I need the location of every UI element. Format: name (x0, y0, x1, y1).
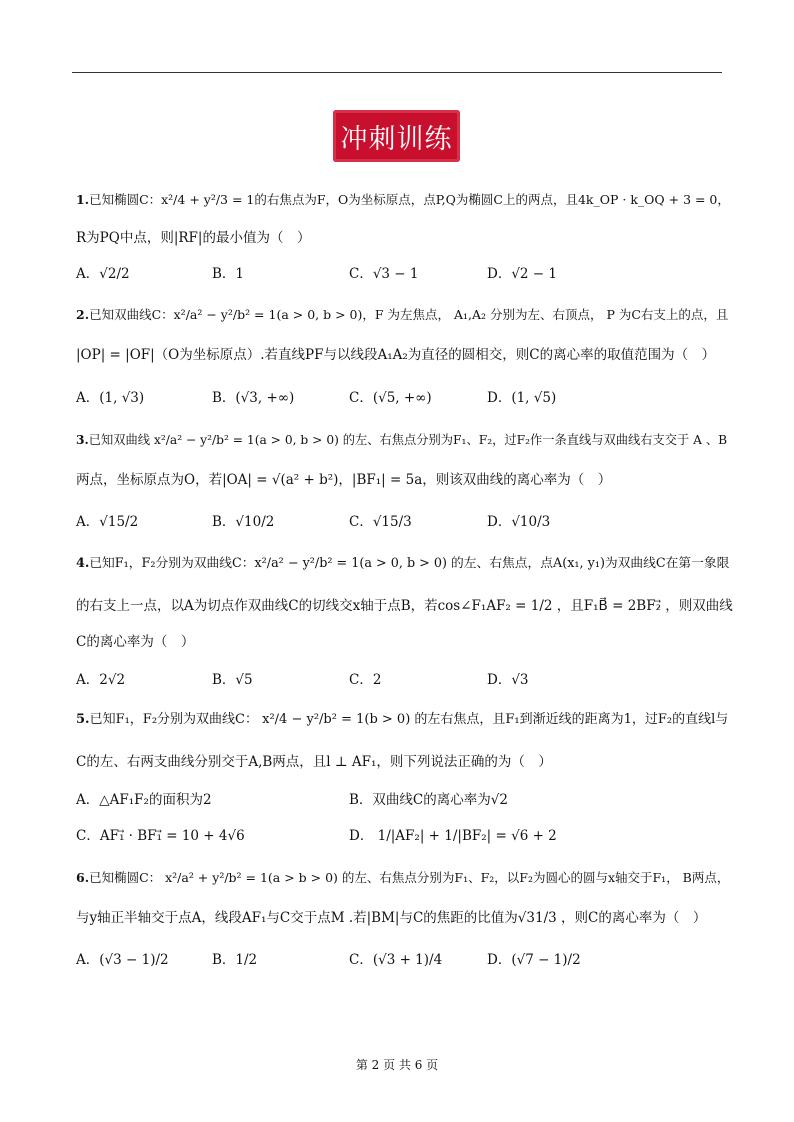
option-a: A．2√2 (76, 672, 126, 688)
banner-title: 冲刺训练 (340, 123, 453, 155)
question-number: 4. (76, 556, 90, 571)
question-4-line-2: 的右支上一点，以A为切点作双曲线C的切线交x轴于点B，若cos∠F₁AF₂ = 1/2 ，且F₁B⃗ = 2BF₂⃗ ，则双曲线 (76, 598, 733, 614)
option-d: D．√3 (487, 672, 529, 688)
option-d: D．√2 − 1 (487, 266, 557, 282)
option-b: B．1/2 (212, 952, 258, 968)
question-3-line-2: 两点，坐标原点为O，若|OA| = √(a² + b²)，|BF₁| = 5a，则该双曲线的离心率为（ ） (76, 472, 612, 488)
option-a: A．√2/2 (76, 266, 130, 282)
option-c: C．AF₁⃗ · BF₁⃗ = 10 + 4√6 (76, 828, 245, 844)
option-c: C．2 (349, 672, 382, 688)
question-number: 5. (76, 712, 90, 727)
question-5-line-1: 5.已知F₁，F₂分别为双曲线C： x²/4 − y²/b² = 1(b > 0) 的左右焦点，且F₁到渐近线的距离为1，过F₂的直线l与 (76, 712, 729, 727)
option-b: B．1 (212, 266, 245, 282)
option-a: A．△AF₁F₂的面积为2 (76, 792, 212, 808)
question-4-line-1: 4.已知F₁，F₂分别为双曲线C：x²/a² − y²/b² = 1(a > 0, b > 0) 的左、右焦点，点A(x₁, y₁)为双曲线C在第一象限 (76, 556, 730, 571)
question-3-line-1: 3.已知双曲线 x²/a² − y²/b² = 1(a > 0, b > 0) 的左、右焦点分别为F₁、F₂，过F₂作一条直线与双曲线右支交于 A 、B (76, 432, 728, 447)
question-number: 2. (76, 307, 90, 322)
option-a: A．(1, √3) (76, 390, 145, 406)
question-4-line-3: C的离心率为（ ） (76, 634, 195, 650)
question-6-line-1: 6.已知椭圆C： x²/a² + y²/b² = 1(a > b > 0) 的左、右焦点分别为F₁、F₂，以F₂为圆心的圆与x轴交于F₁， B两点， (76, 870, 730, 885)
question-1-line-1: 1.已知椭圆C：x²/4 + y²/3 = 1的右焦点为F，O为坐标原点，点P,Q为椭圆C上的两点，且4k_OP · k_OQ + 3 = 0， (76, 192, 730, 207)
option-d: D．(√7 − 1)/2 (487, 952, 581, 968)
page-footer: 第 2 页 共 6 页 (355, 1058, 439, 1072)
option-d: D．√10/3 (487, 514, 551, 530)
option-c: C．(√3 + 1)/4 (349, 952, 443, 968)
option-c: C．√3 − 1 (349, 266, 419, 282)
option-c: C．√15/3 (349, 514, 412, 530)
question-1-line-2: R为PQ中点，则|RF|的最小值为（ ） (76, 230, 311, 246)
option-a: A．√15/2 (76, 514, 139, 530)
question-2-line-2: |OP| = |OF|（O为坐标原点）.若直线PF与以线段A₁A₂为直径的圆相交，则C的离心率的取值范围为（ ） (76, 347, 716, 363)
section-banner (333, 110, 460, 162)
option-d: D． 1/|AF₂| + 1/|BF₂| = √6 + 2 (349, 828, 557, 844)
question-5-line-2: C的左、右两支曲线分别交于A,B两点，且l ⊥ AF₁，则下列说法正确的为（ ） (76, 754, 552, 770)
option-c: C．(√5, +∞) (349, 390, 432, 406)
question-2-line-1: 2.已知双曲线C：x²/a² − y²/b² = 1(a > 0, b > 0)，F 为左焦点， A₁,A₂ 分别为左、右顶点， P 为C右支上的点，且 (76, 307, 729, 322)
question-number: 3. (76, 432, 89, 447)
option-b: B．√5 (212, 672, 253, 688)
question-number: 1. (76, 192, 90, 207)
option-b: B．(√3, +∞) (212, 390, 295, 406)
header-rule (72, 72, 722, 73)
question-6-line-2: 与y轴正半轴交于点A，线段AF₁与C交于点M .若|BM|与C的焦距的比值为√31/3 ，则C的离心率为（ ） (76, 910, 707, 926)
option-d: D．(1, √5) (487, 390, 557, 406)
question-number: 6. (76, 870, 90, 885)
option-a: A．(√3 − 1)/2 (76, 952, 169, 968)
option-b: B．双曲线C的离心率为√2 (349, 792, 508, 808)
option-b: B．√10/2 (212, 514, 275, 530)
